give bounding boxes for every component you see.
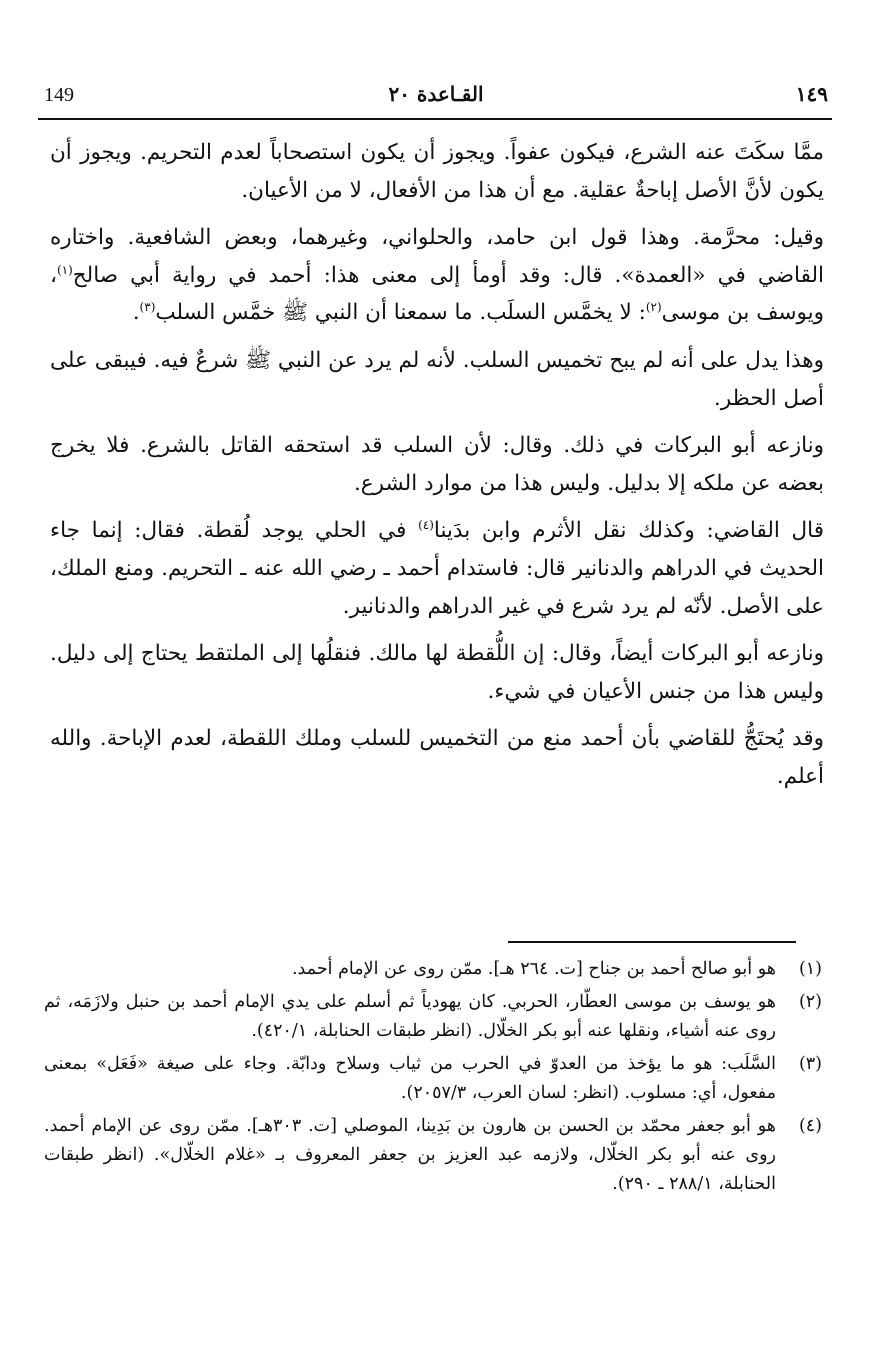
paragraph-3: وهذا يدل على أنه لم يبح تخميس السلب. لأنه لم يرد عن النبي ﷺ شرعٌ فيه. فيبقى على أصل الحظر. (50, 347, 824, 411)
paragraph-2 (50, 219, 824, 332)
footnote-number: (٤) (798, 1116, 822, 1136)
main-text (50, 134, 824, 806)
chapter-title: القـاعدة ٢٠ (388, 82, 484, 106)
footnote-number: (٢) (798, 992, 822, 1012)
page-number-latin: 149 (44, 84, 74, 106)
footnote-text: السَّلَب: هو ما يؤخذ من العدوّ في الحرب من ثياب وسلاح ودابّة. وجاء على صيغة «فَعَل» بمعنى مفعول، أي: مسلوب. (انظر: لسان العرب، ٢٠٥٧/٣). (44, 1054, 776, 1103)
paragraph-5 (50, 512, 824, 625)
page-number-arabic: ١٤٩ (795, 82, 828, 106)
paragraph-6: ونازعه أبو البركات أيضاً، وقال: إن اللُّقطة لها مالك. فنقلُها إلى الملتقط يحتاج إلى دليل. وليس هذا من جنس الأعيان في شيء. (50, 641, 824, 704)
paragraph-2-part-2: ، ويوسف بن موسى (50, 262, 824, 326)
paragraph-2-part-1: وقيل: محرَّمة. وهذا قول ابن حامد، والحلواني، وغيرهما، وبعض الشافعية. واختاره القاضي في «العمدة». قال: وقد أومأ إلى معنى هذا: أحمد في رواية أبي صالح (50, 225, 824, 288)
paragraph-2-part-3: : لا يخمَّس السلَب. ما سمعنا أن النبي ﷺ خمَّس السلب (155, 300, 646, 326)
running-header (44, 82, 828, 114)
footnote-1 (44, 955, 822, 984)
footnote-ref-4[interactable]: (٤) (418, 518, 434, 533)
footnote-text: هو يوسف بن موسى العطّار، الحربي. كان يهودياً ثم أسلم على يدي الإمام أحمد بن حنبل ولازَمَه، ثم روى عنه أشياء، ونقلها عنه أبو بكر الخلّال. (انظر طبقات الحنابلة، ٤٢٠/١). (44, 992, 776, 1041)
footnote-text: هو أبو صالح أحمد بن جناح [ت. ٢٦٤ هـ]. ممّن روى عن الإمام أحمد. (291, 959, 776, 979)
header-divider (38, 118, 832, 120)
footnote-2 (44, 988, 822, 1046)
footnotes (44, 955, 822, 1203)
paragraph-1: ممَّا سكَتَ عنه الشرع، فيكون عفواً. ويجوز أن يكون استصحاباً لعدم التحريم. ويجوز أن يكون لأنَّ الأصل إباحةٌ عقلية. مع أن هذا من الأفعال، لا من الأعيان. (50, 140, 824, 203)
footnote-number: (٣) (798, 1054, 822, 1074)
footnote-ref-2[interactable]: (٢) (645, 300, 662, 315)
footnote-text: هو أبو جعفر محمّد بن الحسن بن هارون بن بَدِينا، الموصلي [ت. ٣٠٣هـ]. ممّن روى عن الإمام أحمد. روى عنه أبو بكر الخلّال، ولازمه عبد العزيز بن جعفر المعروف بـ «غلام الخلّال». (انظر طبقات الحنابلة، ٢٨٨/١ ـ ٢٩٠). (44, 1116, 776, 1194)
footnote-ref-1[interactable]: (١) (56, 262, 73, 277)
paragraph-7: وقد يُحتَجُّ للقاضي بأن أحمد منع من التخميس للسلب وملك اللقطة، لعدم الإباحة. والله أعلم. (50, 726, 824, 789)
footnote-4 (44, 1112, 822, 1199)
footnote-number: (١) (798, 959, 822, 979)
paragraph-5-part-1: قال القاضي: وكذلك نقل الأثرم وابن بدَينا (433, 518, 824, 544)
footnote-divider (508, 941, 796, 943)
footnote-ref-3[interactable]: (٣) (139, 300, 156, 315)
footnote-3 (44, 1050, 822, 1108)
paragraph-4: ونازعه أبو البركات في ذلك. وقال: لأن السلب قد استحقه القاتل بالشرع. فلا يخرج بعضه عن ملكه إلا بدليل. وليس هذا من موارد الشرع. (50, 433, 824, 496)
paragraph-2-part-4: . (132, 300, 140, 326)
paragraph-5-part-2: في الحلي يوجد لُقطة. فقال: إنما جاء الحديث في الدراهم والدنانير قال: فاستدام أحمد ـ رضي الله عنه ـ التحريم. ومنع الملك، على الأصل. لأنّه لم يرد شرع في غير الدراهم والدنانير. (50, 518, 824, 619)
